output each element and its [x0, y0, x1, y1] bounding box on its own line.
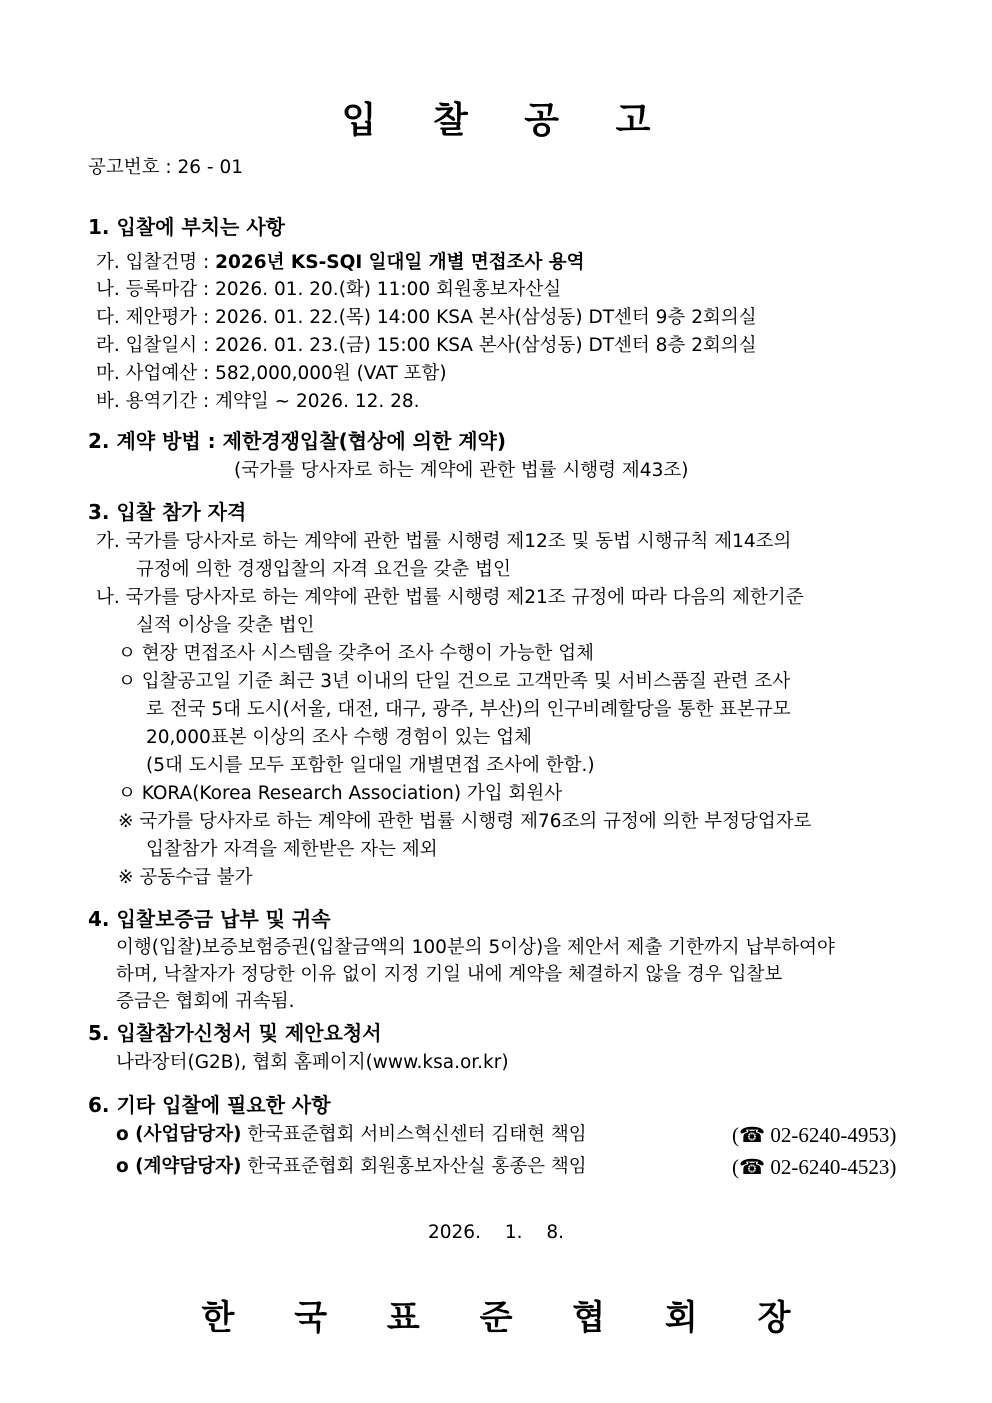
item-value: 2026년 KS-SQI 일대일 개별 면접조사 용역 — [215, 252, 585, 273]
s1-item-evaluation — [96, 305, 757, 331]
s3-note: ※ 국가를 당사자로 하는 계약에 관한 법률 시행령 제76조의 규정에 의한 부정당업자로 — [118, 811, 812, 832]
section-5-heading: 5. 입찰참가신청서 및 제안요청서 — [88, 1021, 382, 1045]
item-value: 2026. 01. 22.(목) 14:00 KSA 본사(삼성동) DT센터 9층 2회의실 — [215, 307, 757, 328]
item-value: 582,000,000원 (VAT 포함) — [215, 363, 447, 384]
item-label: 바. 용역기간 : — [96, 391, 216, 412]
s3-bullet: ㅇ 입찰공고일 기준 최근 3년 이내의 단일 건으로 고객만족 및 서비스품질 관련 조사 — [118, 671, 791, 692]
notice-number: 공고번호 : 26 - 01 — [88, 157, 243, 178]
s3-line: 20,000표본 이상의 조사 수행 경험이 있는 업체 — [146, 727, 532, 748]
s1-item-deadline — [96, 277, 561, 303]
contact-business — [116, 1122, 587, 1148]
s3-line: 입찰참가 자격을 제한받은 자는 제외 — [146, 839, 438, 860]
contact-role: o (계약담당자) — [116, 1156, 242, 1177]
s3-line: 나. 국가를 당사자로 하는 계약에 관한 법률 시행령 제21조 규정에 따라 다음의 제한기준 — [96, 587, 804, 608]
section-2-note: (국가를 당사자로 하는 계약에 관한 법률 시행령 제43조) — [234, 460, 689, 481]
item-value: 2026. 01. 23.(금) 15:00 KSA 본사(삼성동) DT센터 8층 2회의실 — [215, 335, 757, 356]
section-6-heading: 6. 기타 입찰에 필요한 사항 — [88, 1093, 331, 1117]
s3-note: ※ 공동수급 불가 — [118, 867, 253, 888]
section-4-heading: 4. 입찰보증금 납부 및 귀속 — [88, 907, 331, 931]
contact-contract — [116, 1154, 587, 1180]
item-label: 라. 입찰일시 : — [96, 335, 216, 356]
section-1-heading: 1. 입찰에 부치는 사항 — [88, 215, 285, 239]
page-title: 입 찰 공 고 — [341, 99, 673, 141]
s1-item-period — [96, 389, 420, 415]
item-label: 다. 제안평가 : — [96, 307, 216, 328]
s1-item-title — [96, 250, 585, 276]
contact-role: o (사업담당자) — [116, 1124, 242, 1145]
s4-line: 하며, 낙찰자가 정당한 이유 없이 지정 기일 내에 계약을 체결하지 않을 경우 입찰보 — [116, 964, 783, 985]
s3-bullet: ㅇ KORA(Korea Research Association) 가입 회원사 — [118, 783, 563, 804]
item-label: 마. 사업예산 : — [96, 363, 216, 384]
item-value: 2026. 01. 20.(화) 11:00 회원홍보자산실 — [215, 279, 562, 300]
contact-org: 한국표준협회 회원홍보자산실 홍종은 책임 — [241, 1156, 587, 1177]
issuer-name: 한 국 표 준 협 회 장 — [201, 1298, 815, 1338]
item-label: 나. 등록마감 : — [96, 279, 216, 300]
s3-line: (5대 도시를 모두 포함한 일대일 개별면접 조사에 한함.) — [146, 755, 595, 776]
s4-line: 증금은 협회에 귀속됨. — [116, 991, 295, 1012]
s3-line: 가. 국가를 당사자로 하는 계약에 관한 법률 시행령 제12조 및 동법 시행규칙 제14조의 — [96, 531, 792, 552]
s3-line: 규정에 의한 경쟁입찰의 자격 요건을 갖춘 법인 — [136, 559, 511, 580]
contact-phone: (☎ 02-6240-4953) — [732, 1123, 897, 1147]
contact-phone: (☎ 02-6240-4523) — [732, 1155, 897, 1179]
s4-line: 이행(입찰)보증보험증권(입찰금액의 100분의 5이상)을 제안서 제출 기한까지 납부하여야 — [116, 937, 835, 958]
s1-item-budget — [96, 361, 447, 387]
s1-item-bid-date — [96, 333, 757, 359]
section-3-heading: 3. 입찰 참가 자격 — [88, 500, 247, 524]
item-label: 가. 입찰건명 : — [96, 252, 216, 273]
item-value: 계약일 ~ 2026. 12. 28. — [215, 391, 420, 412]
issue-date: 2026. 1. 8. — [427, 1222, 565, 1243]
s3-line: 로 전국 5대 도시(서울, 대전, 대구, 광주, 부산)의 인구비례할당을 통한 표본규모 — [146, 699, 791, 720]
s3-line: 실적 이상을 갖춘 법인 — [136, 615, 315, 636]
s5-text: 나라장터(G2B), 협회 홈페이지(www.ksa.or.kr) — [116, 1052, 509, 1073]
contact-org: 한국표준협회 서비스혁신센터 김태현 책임 — [241, 1124, 587, 1145]
section-2-heading: 2. 계약 방법 : 제한경쟁입찰(협상에 의한 계약) — [88, 429, 507, 453]
s3-bullet: ㅇ 현장 면접조사 시스템을 갖추어 조사 수행이 가능한 업체 — [118, 643, 594, 664]
